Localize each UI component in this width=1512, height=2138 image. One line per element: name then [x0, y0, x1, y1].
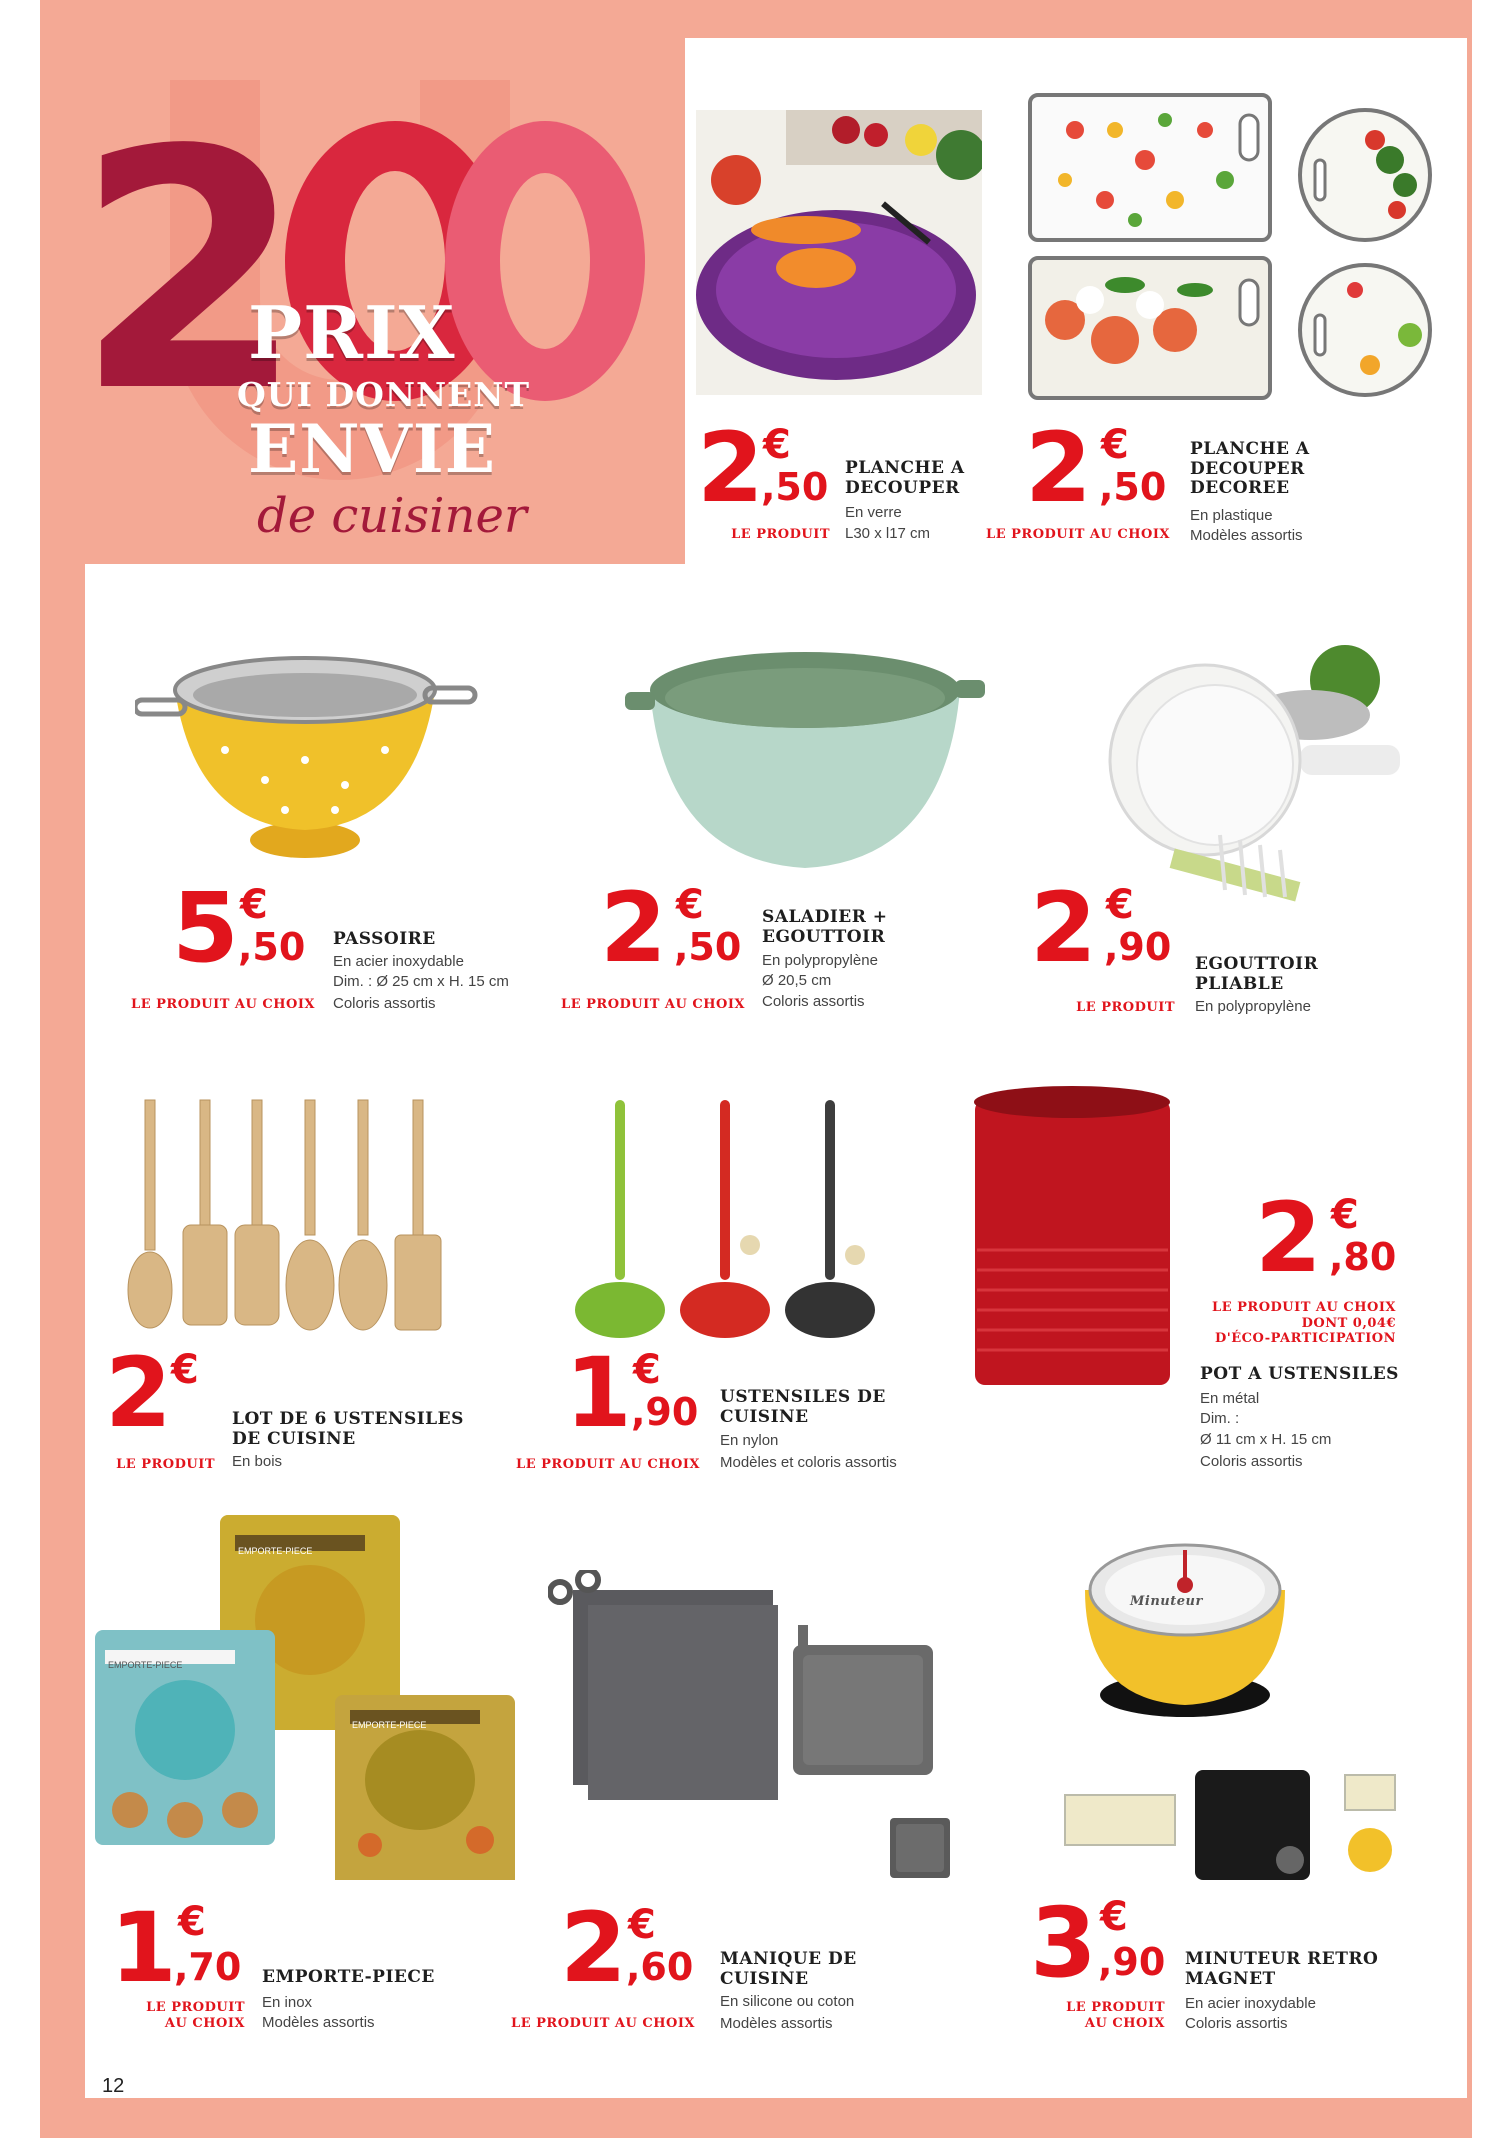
name-egouttoir: EGOUTTOIR PLIABLE — [1195, 954, 1319, 994]
desc1-egouttoir: En polypropylène — [1195, 998, 1311, 1015]
frame-top — [40, 0, 1472, 38]
desc2-manique: Modèles assortis — [720, 2015, 833, 2032]
price-pot-ustensiles: 2 € ,80 — [1255, 1182, 1397, 1294]
hero-banner — [75, 38, 685, 564]
desc2-saladier: Ø 20,5 cm — [762, 972, 832, 989]
unit-egouttoir: LE PRODUIT — [1076, 1000, 1175, 1015]
desc1-emporte-piece: En inox — [262, 1994, 313, 2011]
desc4-pot-ustensiles: Coloris assortis — [1200, 1453, 1303, 1470]
unit-minuteur: LE PRODUIT AU CHOIX — [1066, 2000, 1165, 2031]
name-saladier: SALADIER + EGOUTTOIR — [762, 907, 888, 947]
name-emporte-piece: EMPORTE-PIECE — [262, 1967, 435, 1987]
unit-planche-verre: LE PRODUIT — [731, 527, 830, 542]
name-minuteur: MINUTEUR RETRO MAGNET — [1185, 1949, 1379, 1989]
desc1-minuteur: En acier inoxydable — [1185, 1995, 1316, 2012]
passoire-image — [135, 640, 485, 870]
pot-ustensiles-image — [965, 1080, 1180, 1395]
ustensiles-nylon-image — [565, 1095, 885, 1345]
name-planche-decoree: PLANCHE A DECOUPER DECOREE — [1190, 439, 1310, 499]
desc1-pot-ustensiles: En métal — [1200, 1390, 1260, 1407]
price-saladier: 2 € ,50 — [600, 872, 742, 984]
unit-manique: LE PRODUIT AU CHOIX — [511, 2016, 695, 2031]
price-emporte-piece: 1 € ,70 — [110, 1892, 242, 2004]
hero-line-prix: PRIX — [248, 290, 456, 375]
price-manique: 2 € ,60 — [560, 1892, 694, 2004]
frame-right — [1467, 0, 1472, 2138]
page-number: 12 — [102, 2075, 125, 2097]
name-planche-verre: PLANCHE A DECOUPER — [845, 458, 965, 498]
desc1-manique: En silicone ou coton — [720, 1993, 855, 2010]
unit-passoire: LE PRODUIT AU CHOIX — [131, 997, 315, 1012]
unit-saladier: LE PRODUIT AU CHOIX — [561, 997, 745, 1012]
planche-verre-image — [696, 110, 982, 395]
desc1-planche-decoree: En plastique — [1190, 507, 1273, 524]
svg-text:2: 2 — [75, 96, 275, 416]
price-egouttoir: 2 € ,90 — [1030, 872, 1172, 984]
hero-line-envie: ENVIE — [248, 410, 497, 488]
desc1-saladier: En polypropylène — [762, 952, 878, 969]
minuteur-brand: Minuteur — [1130, 1594, 1203, 1609]
pack-label-2: EMPORTE-PIECE — [108, 1660, 183, 1670]
frame-bottom — [40, 2098, 1472, 2138]
desc2-planche-verre: L30 x l17 cm — [845, 525, 931, 542]
pack-label-3: EMPORTE-PIECE — [352, 1720, 427, 1730]
price-minuteur: 3 € ,90 — [1030, 1887, 1166, 1999]
name-pot-ustensiles: POT A USTENSILES — [1200, 1364, 1399, 1384]
pack-label-1: EMPORTE-PIECE — [238, 1546, 313, 1556]
price-planche-decoree: 2 € ,50 — [1025, 412, 1167, 524]
name-ustensiles-nylon: USTENSILES DE CUISINE — [720, 1387, 886, 1427]
desc2-ustensiles-nylon: Modèles et coloris assortis — [720, 1454, 897, 1471]
name-manique: MANIQUE DE CUISINE — [720, 1949, 857, 1989]
planche-decoree-image — [1025, 90, 1435, 405]
unit-pot-ustensiles: LE PRODUIT AU CHOIX DONT 0,04€ D'ÉCO-PARTICIPATION — [1212, 1300, 1396, 1347]
desc2-pot-ustensiles: Dim. : — [1200, 1410, 1240, 1427]
desc1-planche-verre: En verre — [845, 504, 902, 521]
manique-image — [548, 1570, 1008, 1900]
desc2-passoire: Dim. : Ø 25 cm x H. 15 cm — [333, 973, 509, 990]
name-lot-ustensiles: LOT DE 6 USTENSILES DE CUISINE — [232, 1409, 464, 1449]
desc3-saladier: Coloris assortis — [762, 993, 865, 1010]
emporte-piece-image — [90, 1510, 520, 1880]
desc1-lot-ustensiles: En bois — [232, 1453, 283, 1470]
unit-ustensiles-nylon: LE PRODUIT AU CHOIX — [516, 1457, 700, 1472]
desc1-passoire: En acier inoxydable — [333, 953, 464, 970]
name-passoire: PASSOIRE — [333, 929, 436, 949]
desc2-emporte-piece: Modèles assortis — [262, 2014, 375, 2031]
desc2-planche-decoree: Modèles assortis — [1190, 527, 1303, 544]
price-lot-ustensiles: 2 € — [105, 1337, 199, 1449]
unit-lot-ustensiles: LE PRODUIT — [116, 1457, 215, 1472]
price-planche-verre: 2 € ,50 — [697, 412, 829, 524]
unit-emporte-piece: LE PRODUIT AU CHOIX — [146, 2000, 245, 2031]
desc3-passoire: Coloris assortis — [333, 995, 436, 1012]
price-ustensiles-nylon: 1 € ,90 — [565, 1337, 699, 1449]
minuteur-image — [1050, 1490, 1445, 1900]
hero-line-qui-donnent: QUI DONNENT — [237, 375, 531, 414]
lot-ustensiles-image — [125, 1095, 455, 1335]
price-passoire: 5 € ,50 — [172, 872, 306, 984]
unit-planche-decoree: LE PRODUIT AU CHOIX — [986, 527, 1170, 542]
hero-line-cuisiner: de cuisiner — [257, 488, 527, 544]
desc1-ustensiles-nylon: En nylon — [720, 1432, 779, 1449]
desc2-minuteur: Coloris assortis — [1185, 2015, 1288, 2032]
desc3-pot-ustensiles: Ø 11 cm x H. 15 cm — [1200, 1431, 1332, 1448]
saladier-image — [625, 640, 985, 880]
